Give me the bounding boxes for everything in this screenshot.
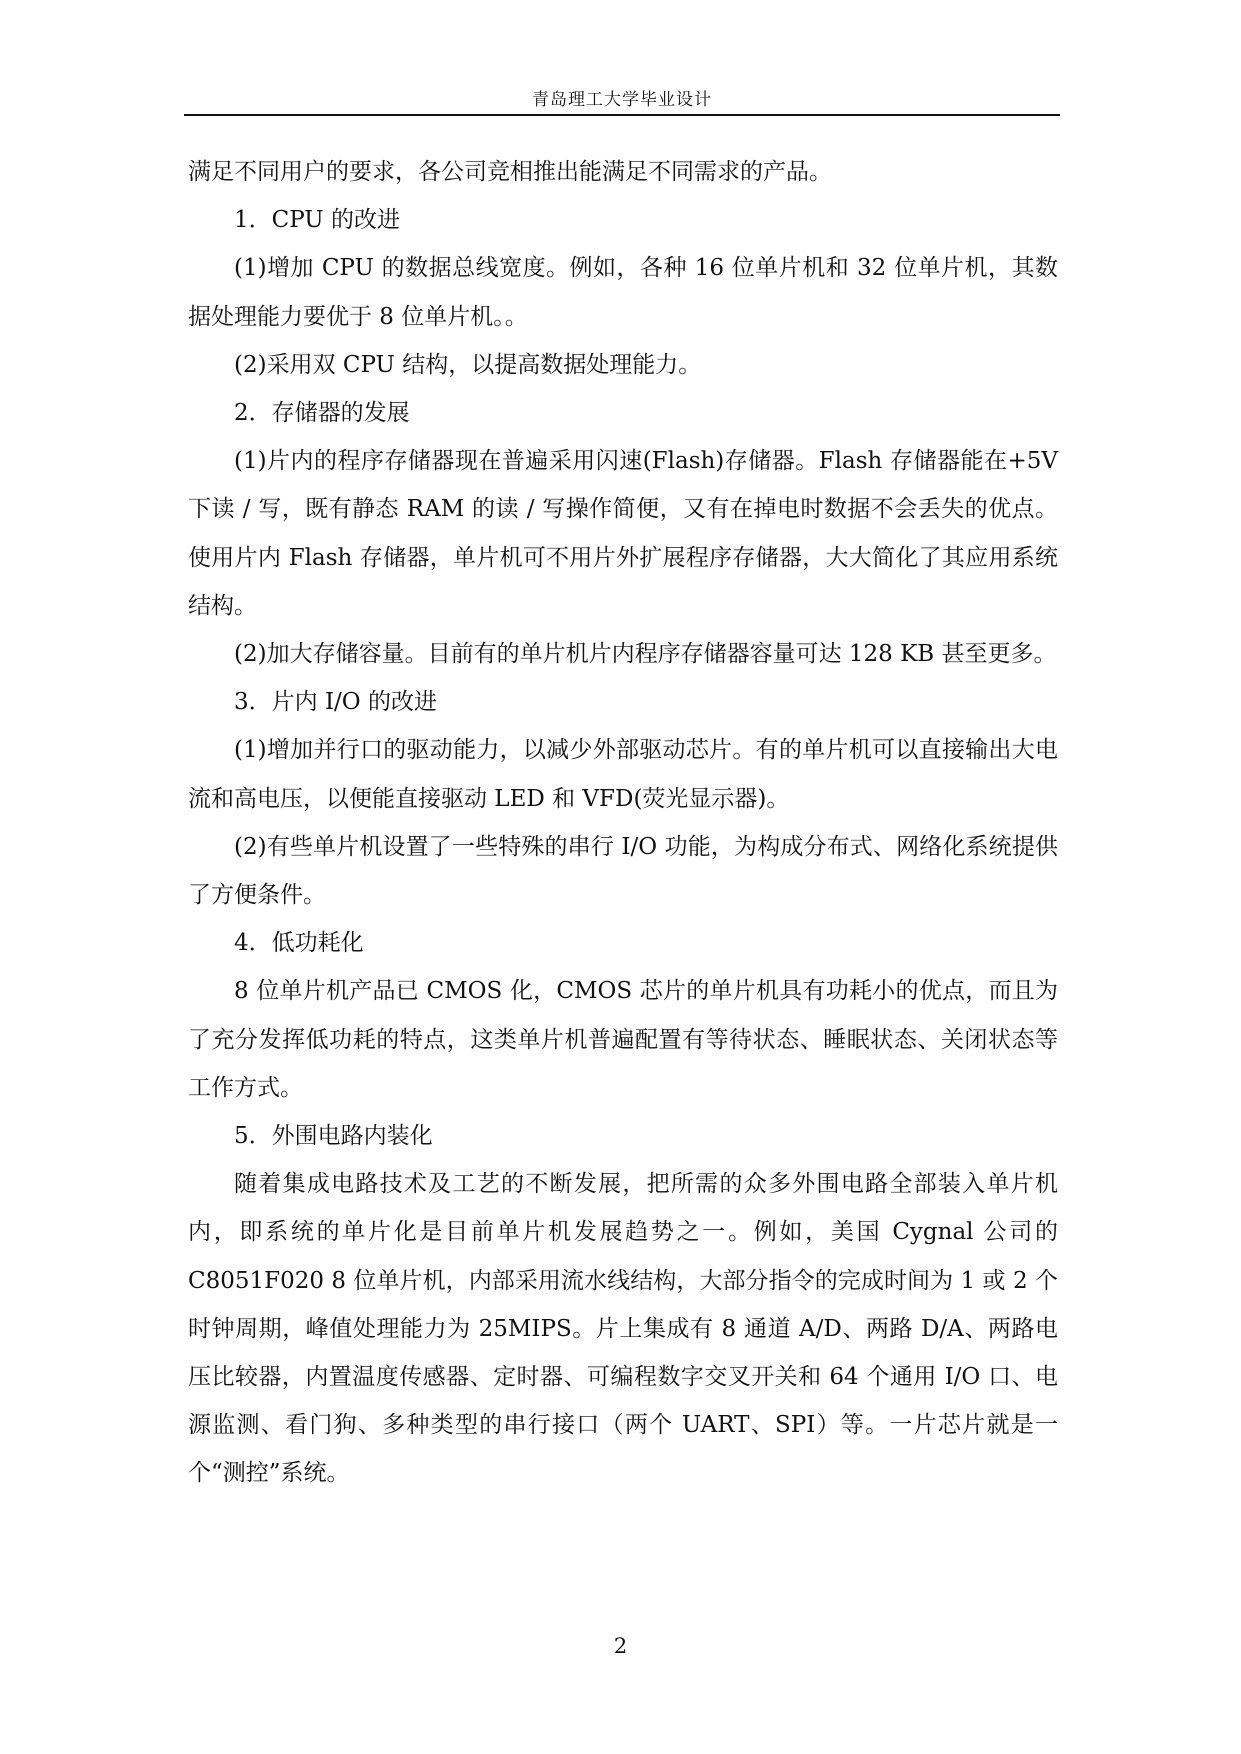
paragraph-continuation: 满足不同用户的要求，各公司竞相推出能满足不同需求的产品。 <box>188 159 832 185</box>
paragraph-serial-io: (2)有些单片机设置了一些特殊的串行 I/O 功能，为构成分布式、网络化系统提供了方便条件。 <box>188 833 1058 909</box>
section-heading-low-power: 4．低功耗化 <box>234 930 364 957</box>
paragraph-integration: 随着集成电路技术及工艺的不断发展，把所需的众多外围电路全部装入单片机内，即系统的单片化是目前单片机发展趋势之一。例如，美国 Cygnal 公司的 C8051F020 8 位单片机，内部采用流水线结构，大部分指令的完成时间为 1 或 2 个时钟周期，峰值处理能力为 25MIPS。片上集成有 8 通道 A/D、两路 D/A、两路电压比较器，内置温度传感器、定时器、可编程数字交叉开关和 64 个通用 I/O 口、电源监测、看门狗、多种类型的串行接口（两个 UART、SPI）等。一片芯片就是一个“测控”系统。 <box>188 1171 1058 1487</box>
paragraph-parallel-port: (1)增加并行口的驱动能力，以减少外部驱动芯片。有的单片机可以直接输出大电流和高电压，以便能直接驱动 LED 和 VFD(荧光显示器)。 <box>188 737 1058 812</box>
paragraph-flash-memory: (1)片内的程序存储器现在普遍采用闪速(Flash)存储器。Flash 存储器能在+5V 下读 / 写，既有静态 RAM 的读 / 写操作简便，又有在掉电时数据不会丢失的优点。使用片内 Flash 存储器，单片机可不用片外扩展程序存储器，大大简化了其应用系统结构。 <box>188 448 1058 619</box>
page-number: 2 <box>613 1634 628 1658</box>
section-heading-peripherals: 5．外围电路内装化 <box>234 1123 433 1150</box>
body-text <box>188 148 1058 1498</box>
paragraph-storage-capacity: (2)加大存储容量。目前有的单片机片内程序存储器容量可达 128 KB 甚至更多。 <box>234 641 1057 668</box>
section-heading-cpu: 1．CPU 的改进 <box>234 207 400 234</box>
paragraph-dual-cpu: (2)采用双 CPU 结构，以提高数据处理能力。 <box>234 351 702 378</box>
section-heading-io: 3．片内 I/O 的改进 <box>234 689 437 716</box>
paragraph-cmos: 8 位单片机产品已 CMOS 化，CMOS 芯片的单片机具有功耗小的优点，而且为了充分发挥低功耗的特点，这类单片机普遍配置有等待状态、睡眠状态、关闭状态等工作方式。 <box>188 978 1058 1101</box>
section-heading-memory: 2．存储器的发展 <box>234 400 410 427</box>
paragraph-cpu-bus-width: (1)增加 CPU 的数据总线宽度。例如，各种 16 位单片机和 32 位单片机，其数据处理能力要优于 8 位单片机。。 <box>188 255 1058 330</box>
running-header: 青岛理工大学毕业设计 <box>532 90 712 110</box>
header-rule <box>184 114 1060 116</box>
